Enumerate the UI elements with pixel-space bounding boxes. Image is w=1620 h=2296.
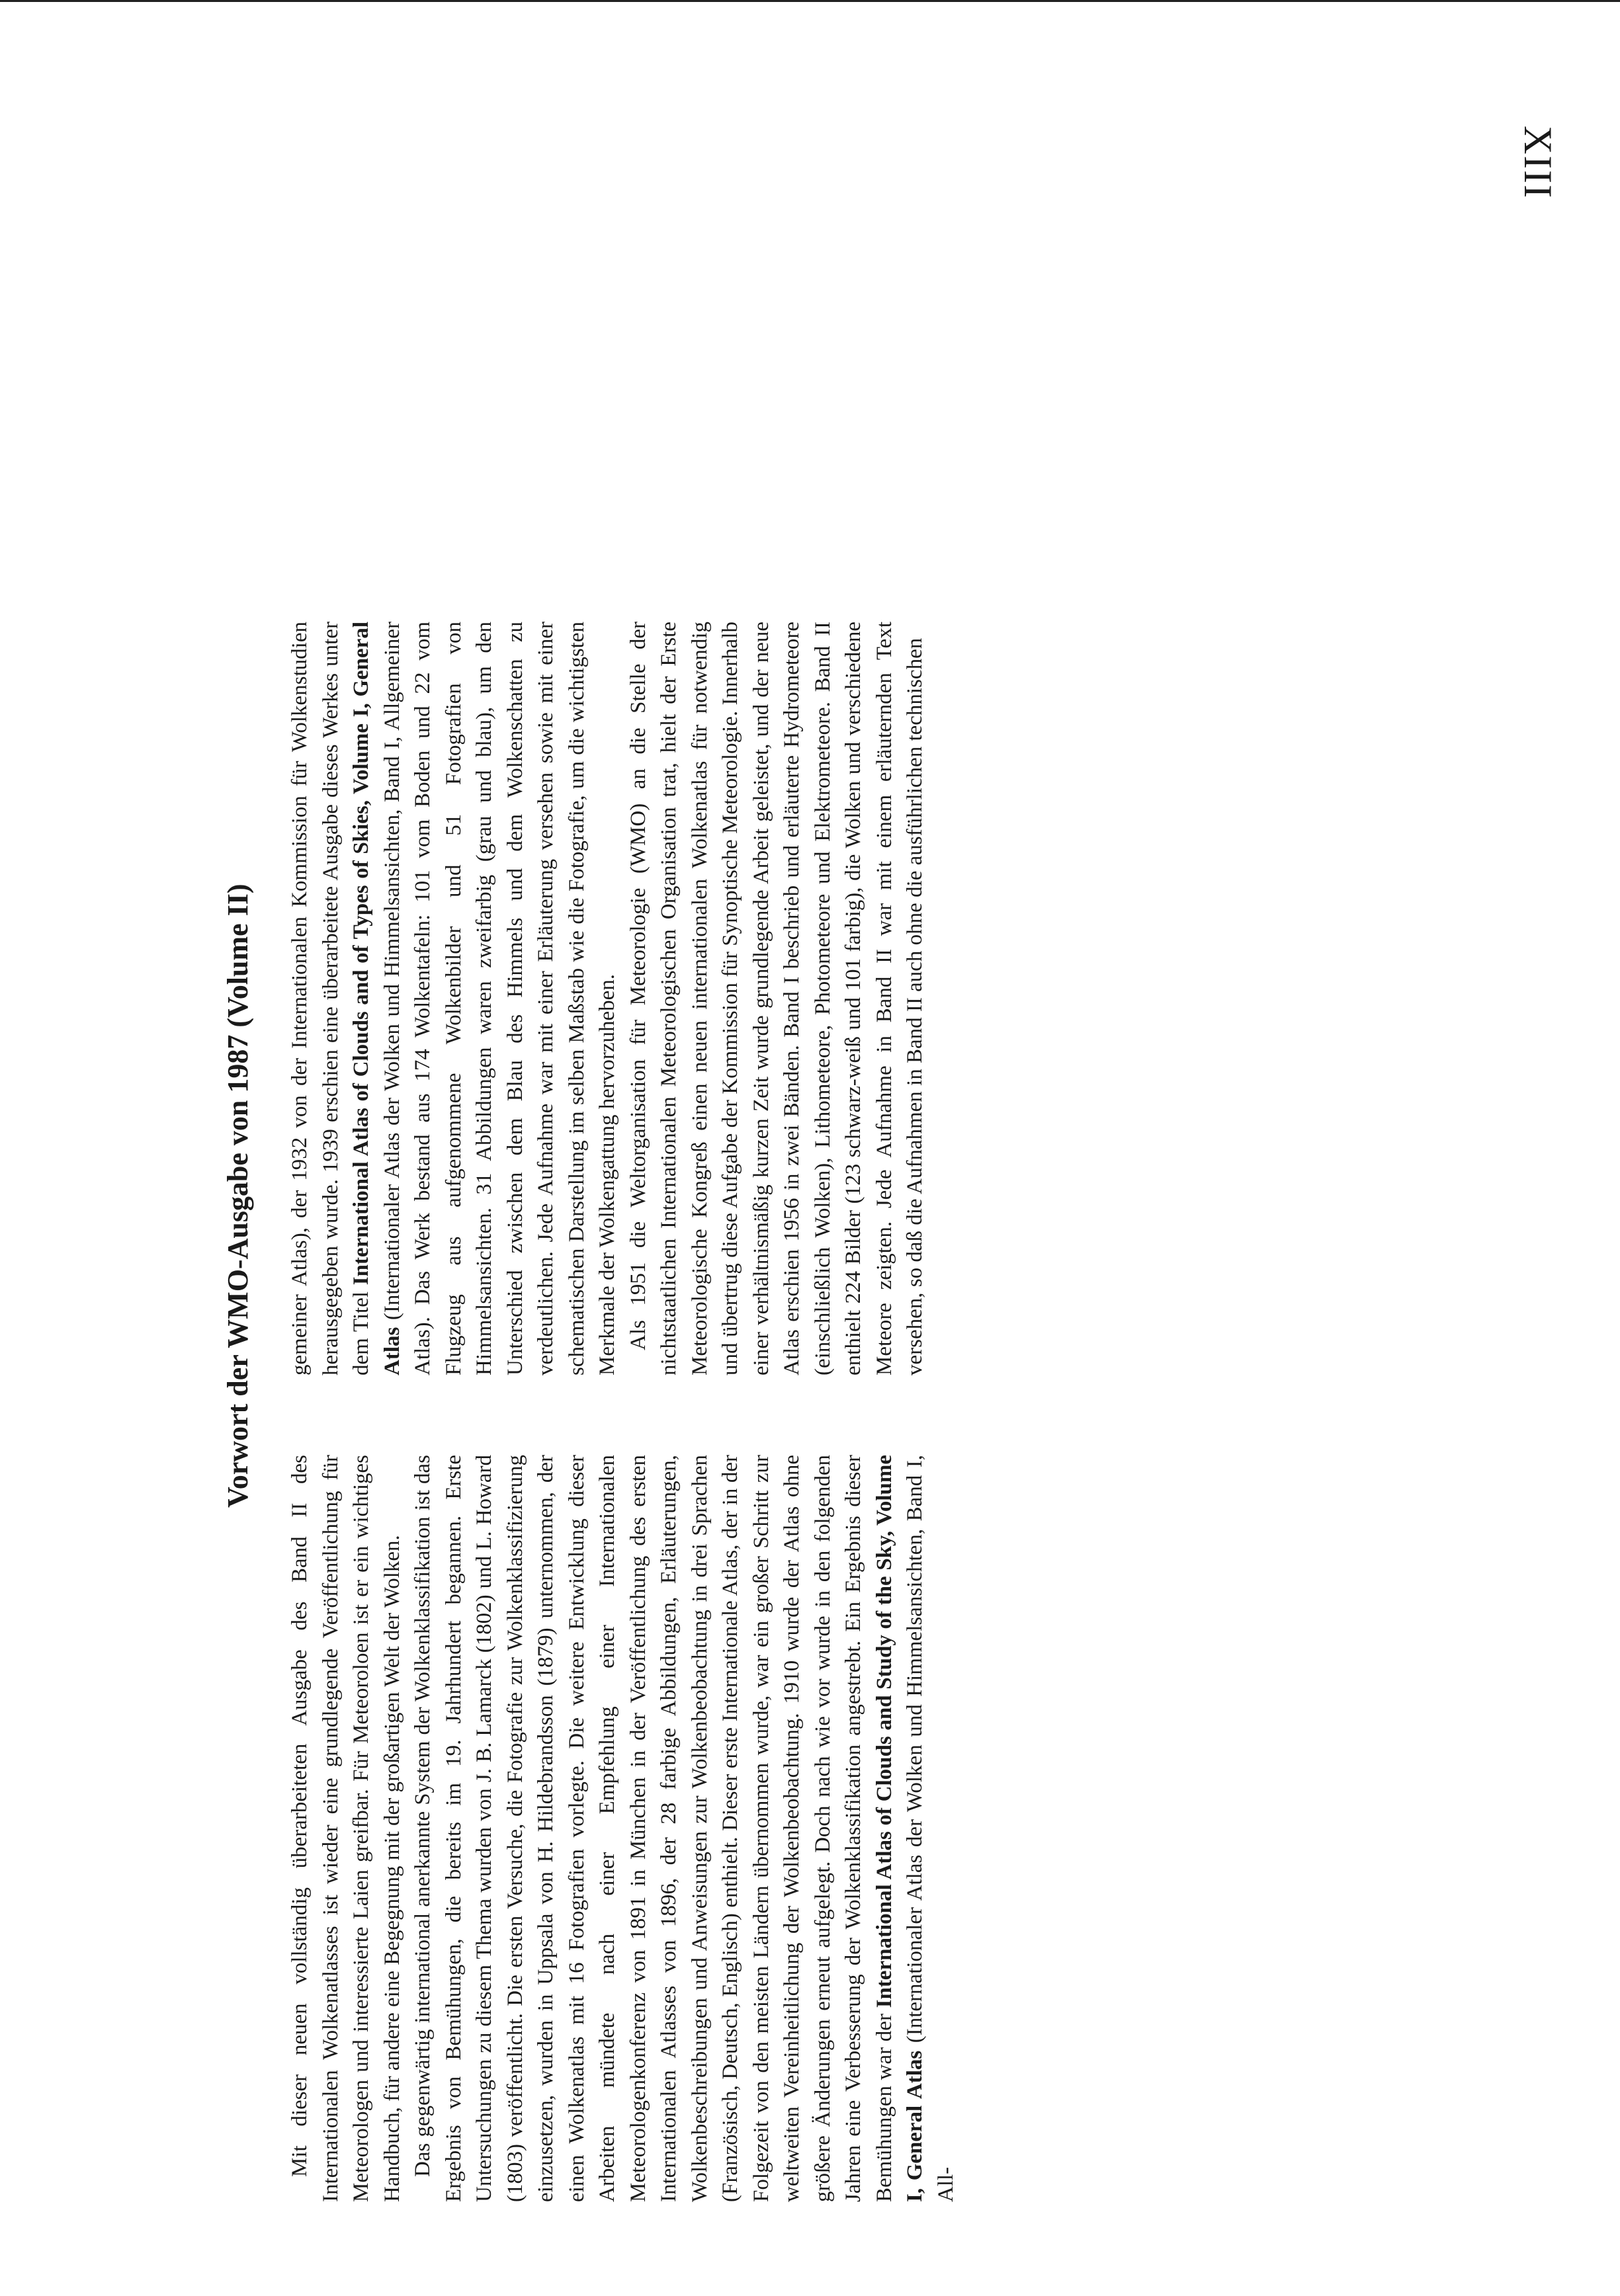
left-column	[284, 1455, 961, 2202]
paragraph-text: Das gegenwärtig international anerkannte System der Wolkenklassifikation ist das Ergebnis von Bemühungen, die bereits im 19. Jahrhundert begannen. Erste Untersuchungen zu diesem Thema wurden von J. B. Lamarck (1802) und L. Howard (1803) veröffentlicht. Die ersten Versuche, die Fotografie zur Wolkenklassifizierung einzusetzen, wurden in Uppsala von H. Hildebrandsson (1879) unternommen, der einen Wolkenatlas mit 16 Fotografien vorlegte. Die weitere Entwicklung dieser Arbeiten mündete nach einer Empfehlung einer Internationalen Meteorologenkonferenz von 1891 in München in der Veröffentlichung des ersten Internationalen Atlasses von 1896, der 28 farbige Abbildungen, Erläuterungen, Wolkenbeschreibungen und Anweisungen zur Wolkenbeobachtung in drei Sprachen (Französisch, Deutsch, Englisch) enthielt. Dieser erste Internationale Atlas, der in der Folgezeit von den meisten Ländern übernommen wurde, war ein großer Schritt zur weltweiten Vereinheitlichung der Wolkenbeobachtung. 1910 wurde der Atlas ohne größere Änderungen erneut aufgelegt. Doch nach wie vor wurde in den folgenden Jahren eine Verbesserung der Wolkenklassifikation angestrebt. Ein Ergebnis dieser Bemühungen war der	[411, 1455, 896, 2202]
paragraph-text: (Internationaler Atlas der Wolken und Himmelsansichten, Band I, Allgemeiner Atlas). Das Werk bestand aus 174 Wolkentafeln: 101 vom Boden und 22 vom Flugzeug aus aufgenommene Wolkenbilder und 51 Fotografien von Himmelsansichten. 31 Abbildungen waren zweifarbig (grau und blau), um den Unterschied zwischen dem Blau des Himmels und dem Wolkenschatten zu verdeutlichen. Jede Aufnahme war mit einer Erläuterung versehen sowie mit einer schematischen Darstellung im selben Maßstab wie die Fotografie, um die wichtigsten Merkmale der Wolkengattung hervorzuheben.	[380, 621, 619, 1375]
paragraph: Mit dieser neuen vollständig überarbeiteten Ausgabe des Band II des Internationalen Wolkenatlasses ist wieder eine grundlegende Veröffentlichung für Meteorologen und interessierte Laien greifbar. Für Meteoroloen ist er ein wichtiges Handbuch, für andere eine Begegnung mit der großartigen Welt der Wolken.	[288, 1455, 404, 2202]
top-rule	[0, 0, 1620, 2]
paragraph-text: (Internationaler Atlas der Wolken und Himmelsansichten, Band I, All-	[903, 1455, 958, 2202]
rotated-page-content	[218, 152, 1158, 2202]
paragraph-text: gemeiner Atlas), der 1932 von der Internationalen Kommission für Wolkenstudien herausgegeben wurde. 1939 erschien eine überarbeitete Ausgabe dieses Werkes unter dem Titel	[288, 622, 373, 1375]
right-column	[284, 622, 931, 1375]
bold-title: International Atlas of Clouds and of Types of Skies, Volume I, General Atlas	[349, 622, 404, 1375]
page-number: XIII	[1516, 126, 1560, 200]
bold-title: International Atlas of Clouds and Study of the Sky, Volume I, General Atlas	[872, 1454, 927, 2202]
paragraph	[407, 1455, 961, 2202]
paragraph: Als 1951 die Weltorganisation für Meteorologie (WMO) an die Stelle der nichtstaatlichen Internationalen Meteorologischen Organisation trat, hielt der Erste Meteorologische Kongreß einen neuen internationalen Wolkenatlas für notwendig und übertrug diese Aufgabe der Kommission für Synoptische Meteorologie. Innerhalb einer verhältnismäßig kurzen Zeit wurde grundlegende Arbeit geleistet, und der neue Atlas erschien 1956 in zwei Bänden. Band I beschrieb und erläuterte Hydrometeore (einschließlich Wolken), Lithometeore, Photometeore und Elektrometeore. Band II enthielt 224 Bilder (123 schwarz-weiß und 101 farbig), die Wolken und verschiedene Meteore zeigten. Jede Aufnahme in Band II war mit einem erläuternden Text versehen, so daß die Aufnahmen in Band II auch ohne die ausführlichen technischen	[626, 622, 927, 1375]
paragraph	[284, 622, 623, 1375]
page-title: Vorwort der WMO-Ausgabe von 1987 (Volume II)	[222, 883, 254, 1508]
